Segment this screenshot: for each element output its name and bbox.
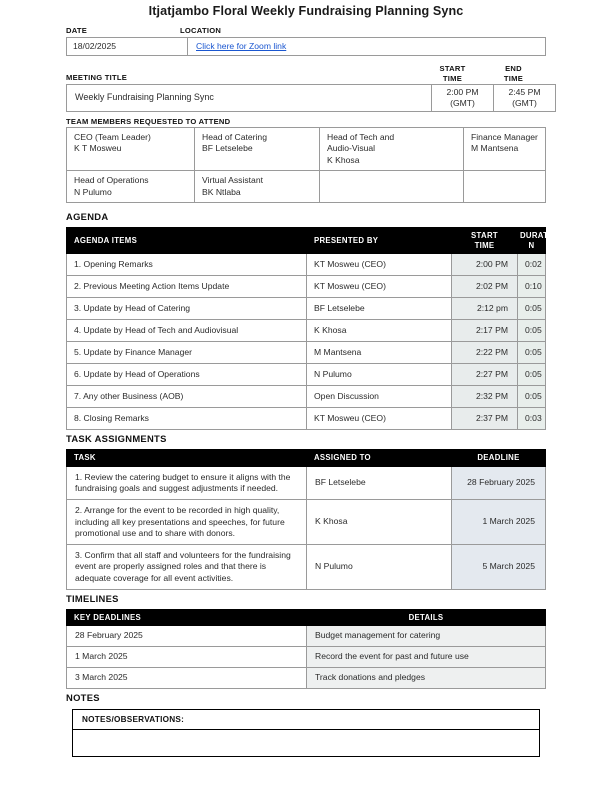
timeline-details: Record the event for past and future use	[307, 647, 546, 668]
tasks-col-task: TASK	[67, 450, 307, 467]
end-time-label-line2: TIME	[503, 74, 524, 83]
agenda-presenter: KT Mosweu (CEO)	[307, 254, 452, 276]
agenda-col-presenter: PRESENTED BY	[307, 228, 452, 254]
agenda-presenter: K Khosa	[307, 320, 452, 342]
agenda-presenter: BF Letselebe	[307, 298, 452, 320]
notes-observations-label: NOTES/OBSERVATIONS:	[73, 710, 539, 730]
agenda-col-item: AGENDA ITEMS	[67, 228, 307, 254]
agenda-item: 2. Previous Meeting Action Items Update	[67, 276, 307, 298]
table-row	[67, 128, 546, 171]
team-member-cell	[320, 128, 464, 171]
agenda-presenter: N Pulumo	[307, 364, 452, 386]
agenda-start-time: 2:12 pm	[452, 298, 518, 320]
agenda-presenter: Open Discussion	[307, 386, 452, 408]
agenda-duration: 0:05	[518, 298, 546, 320]
timelines-heading: TIMELINES	[66, 592, 119, 604]
start-time-label-line1: START	[439, 64, 466, 73]
team-member-cell-empty	[464, 171, 546, 203]
agenda-duration: 0:05	[518, 320, 546, 342]
meeting-title-labels	[66, 64, 546, 84]
table-row	[67, 466, 546, 499]
team-members-heading: TEAM MEMBERS REQUESTED TO ATTEND	[66, 117, 231, 126]
notes-heading: NOTES	[66, 692, 100, 704]
meeting-end-time-zone: (GMT)	[512, 98, 537, 108]
timeline-deadline: 28 February 2025	[67, 626, 307, 647]
agenda-item: 8. Closing Remarks	[67, 408, 307, 430]
table-row	[67, 298, 546, 320]
table-row	[67, 342, 546, 364]
task-assignee: BF Letselebe	[307, 466, 452, 499]
table-row	[67, 171, 546, 203]
team-member-role: Finance Manager	[471, 132, 538, 142]
agenda-duration: 0:02	[518, 254, 546, 276]
agenda-duration: 0:10	[518, 276, 546, 298]
team-member-name: BK Ntlaba	[202, 186, 241, 197]
meeting-end-time	[494, 85, 556, 112]
timelines-header-row	[67, 609, 546, 626]
agenda-start-time: 2:02 PM	[452, 276, 518, 298]
table-row	[67, 386, 546, 408]
date-value: 18/02/2025	[67, 38, 188, 56]
table-row	[67, 276, 546, 298]
agenda-duration: 0:03	[518, 408, 546, 430]
table-row	[67, 500, 546, 545]
table-row	[67, 544, 546, 589]
team-member-role: Head of Operations	[74, 175, 149, 186]
agenda-presenter: KT Mosweu (CEO)	[307, 408, 452, 430]
task-deadline: 1 March 2025	[452, 500, 546, 545]
table-row	[67, 364, 546, 386]
agenda-header-row	[67, 228, 546, 254]
task-deadline: 28 February 2025	[452, 466, 546, 499]
team-member-name: K Khosa	[327, 154, 360, 165]
agenda-col-duration	[518, 228, 558, 254]
agenda-duration: 0:05	[518, 342, 546, 364]
notes-observations-input[interactable]	[73, 730, 539, 756]
team-member-name: BF Letselebe	[202, 143, 253, 154]
timeline-deadline: 3 March 2025	[67, 668, 307, 689]
tasks-heading: TASK ASSIGNMENTS	[66, 433, 167, 445]
agenda-col-start-line2: TIME	[474, 240, 495, 250]
page-title: Itjatjambo Floral Weekly Fundraising Planning Sync	[148, 4, 464, 18]
table-row	[67, 38, 546, 56]
agenda-item: 1. Opening Remarks	[67, 254, 307, 276]
meeting-start-time-zone: (GMT)	[450, 98, 475, 108]
team-member-role: Head of Tech and	[327, 132, 395, 142]
team-member-cell-empty	[320, 171, 464, 203]
table-row	[67, 647, 546, 668]
location-label: LOCATION	[180, 26, 222, 35]
agenda-item: 3. Update by Head of Catering	[67, 298, 307, 320]
timeline-details: Budget management for catering	[307, 626, 546, 647]
table-row	[67, 320, 546, 342]
agenda-item: 6. Update by Head of Operations	[67, 364, 307, 386]
timelines-col-deadline: KEY DEADLINES	[67, 609, 307, 626]
task-description: 1. Review the catering budget to ensure it aligns with the fundraising goals and suggest adjustments if needed.	[67, 466, 307, 499]
agenda-duration: 0:05	[518, 364, 546, 386]
agenda-item: 5. Update by Finance Manager	[67, 342, 307, 364]
agenda-col-start	[452, 228, 518, 254]
table-row	[67, 626, 546, 647]
team-member-cell	[67, 128, 195, 171]
start-time-label	[422, 64, 483, 84]
agenda-col-duration-line1: DURATIO	[520, 231, 558, 241]
date-location-table	[66, 37, 546, 56]
team-member-cell	[195, 171, 320, 203]
table-row	[67, 85, 556, 112]
team-member-name: N Pulumo	[74, 186, 112, 197]
agenda-duration: 0:05	[518, 386, 546, 408]
meeting-start-time-value: 2:00 PM	[446, 86, 479, 97]
agenda-start-time: 2:27 PM	[452, 364, 518, 386]
date-location-labels	[66, 26, 546, 36]
start-time-label-line2: TIME	[442, 74, 463, 83]
agenda-start-time: 2:17 PM	[452, 320, 518, 342]
agenda-table	[66, 227, 558, 430]
team-member-cell	[195, 128, 320, 171]
team-member-role-line2: Audio-Visual	[327, 143, 376, 154]
meeting-start-time	[432, 85, 494, 112]
table-row	[67, 408, 546, 430]
task-description: 3. Confirm that all staff and volunteers for the fundraising event are properly assigned roles and that there is adequate coverage for all event activities.	[67, 544, 307, 589]
team-members-table	[66, 127, 546, 203]
date-label: DATE	[66, 26, 88, 35]
tasks-col-deadline: DEADLINE	[452, 450, 546, 467]
task-assignee: N Pulumo	[307, 544, 452, 589]
team-member-role: Virtual Assistant	[202, 175, 263, 186]
agenda-start-time: 2:00 PM	[452, 254, 518, 276]
agenda-item: 4. Update by Head of Tech and Audiovisual	[67, 320, 307, 342]
task-assignments-table	[66, 449, 546, 589]
end-time-label-line1: END	[505, 64, 522, 73]
team-member-cell	[464, 128, 546, 171]
location-cell[interactable]	[188, 38, 546, 56]
agenda-col-start-line1: START	[471, 231, 498, 241]
timelines-table	[66, 609, 546, 690]
meeting-title-table	[66, 84, 556, 112]
agenda-start-time: 2:37 PM	[452, 408, 518, 430]
notes-box	[72, 709, 540, 757]
table-row	[67, 668, 546, 689]
team-member-role: Head of Catering	[202, 132, 267, 142]
agenda-col-duration-line2: N	[528, 240, 535, 250]
agenda-presenter: M Mantsena	[307, 342, 452, 364]
tasks-header-row	[67, 450, 546, 467]
timelines-body	[67, 626, 546, 689]
team-member-name: M Mantsena	[471, 143, 519, 154]
meeting-end-time-value: 2:45 PM	[508, 86, 541, 97]
timeline-deadline: 1 March 2025	[67, 647, 307, 668]
table-row	[67, 254, 546, 276]
meeting-title-label: MEETING TITLE	[66, 73, 128, 82]
timelines-col-details: DETAILS	[307, 609, 546, 626]
task-deadline: 5 March 2025	[452, 544, 546, 589]
end-time-label	[483, 64, 544, 84]
team-member-name: K T Mosweu	[74, 143, 122, 154]
agenda-body	[67, 254, 546, 430]
team-member-role: CEO (Team Leader)	[74, 132, 151, 142]
timeline-details: Track donations and pledges	[307, 668, 546, 689]
team-member-cell	[67, 171, 195, 203]
agenda-presenter: KT Mosweu (CEO)	[307, 276, 452, 298]
agenda-item: 7. Any other Business (AOB)	[67, 386, 307, 408]
agenda-start-time: 2:32 PM	[452, 386, 518, 408]
tasks-col-assigned: ASSIGNED TO	[307, 450, 452, 467]
tasks-body	[67, 466, 546, 589]
task-assignee: K Khosa	[307, 500, 452, 545]
agenda-start-time: 2:22 PM	[452, 342, 518, 364]
zoom-link[interactable]: Click here for Zoom link	[196, 40, 287, 51]
agenda-heading: AGENDA	[66, 211, 109, 223]
task-description: 2. Arrange for the event to be recorded in high quality, including all key presentations and speeches, for future promotional use and to share with donors.	[67, 500, 307, 545]
meeting-title-value: Weekly Fundraising Planning Sync	[67, 85, 432, 112]
